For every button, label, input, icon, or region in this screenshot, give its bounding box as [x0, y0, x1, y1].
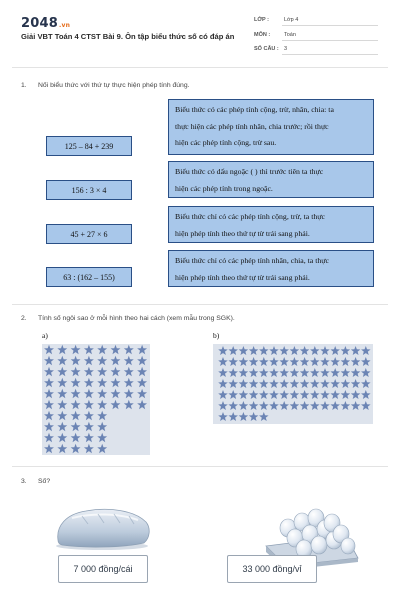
meta-subject-label: MÔN : — [254, 32, 271, 38]
star-grid-b — [213, 344, 373, 424]
star-icon — [249, 357, 259, 366]
star-icon — [218, 401, 228, 410]
star-icon — [320, 401, 330, 410]
star-icon — [71, 433, 81, 442]
star-icon — [279, 390, 289, 399]
star-icon — [239, 368, 249, 377]
star-icon — [97, 444, 107, 453]
star-icon — [361, 346, 371, 355]
star-grid-a — [42, 344, 150, 455]
star-icon — [279, 346, 289, 355]
star-icon — [57, 367, 67, 376]
star-icon — [84, 422, 94, 431]
rule-line: Biểu thức có dấu ngoặc ( ) thì trước tiên ta thực — [175, 167, 324, 176]
star-icon — [71, 356, 81, 365]
star-icon — [44, 356, 54, 365]
star-icon — [228, 357, 238, 366]
expression-box-1[interactable]: 125 – 84 + 239 — [46, 136, 132, 156]
meta-subject-value: Toán — [284, 32, 296, 38]
section-divider — [12, 466, 388, 467]
star-icon — [218, 357, 228, 366]
star-icon — [269, 368, 279, 377]
star-icon — [84, 400, 94, 409]
star-icon — [361, 368, 371, 377]
expression-box-4[interactable]: 63 : (162 – 155) — [46, 267, 132, 287]
star-icon — [310, 401, 320, 410]
star-icon — [111, 378, 121, 387]
star-icon — [239, 401, 249, 410]
star-icon — [300, 368, 310, 377]
star-icon — [44, 400, 54, 409]
rule-line: Biểu thức có các phép tính cộng, trừ, nhân, chia: ta — [175, 105, 334, 114]
star-icon — [228, 390, 238, 399]
site-logo[interactable] — [21, 16, 70, 31]
star-icon — [44, 345, 54, 354]
star-icon — [218, 412, 228, 421]
star-icon — [259, 346, 269, 355]
star-icon — [269, 401, 279, 410]
star-icon — [124, 378, 134, 387]
star-icon — [279, 379, 289, 388]
star-icon — [57, 422, 67, 431]
star-icon — [330, 346, 340, 355]
star-icon — [228, 346, 238, 355]
question-2-number: 2. — [21, 315, 27, 322]
star-icon — [124, 389, 134, 398]
question-3-number: 3. — [21, 478, 27, 485]
meta-count-label: SỐ CÂU : — [254, 46, 279, 52]
star-icon — [269, 346, 279, 355]
star-icon — [71, 378, 81, 387]
star-icon — [57, 444, 67, 453]
meta-grade-label: LỚP : — [254, 17, 269, 23]
star-icon — [57, 400, 67, 409]
star-icon — [97, 367, 107, 376]
star-icon — [44, 422, 54, 431]
star-icon — [320, 346, 330, 355]
star-icon — [228, 379, 238, 388]
star-icon — [71, 367, 81, 376]
star-icon — [124, 400, 134, 409]
star-icon — [124, 356, 134, 365]
expression-box-3[interactable]: 45 + 27 × 6 — [46, 224, 132, 244]
star-icon — [111, 400, 121, 409]
rule-line: hiện các phép tính cộng, trừ sau. — [175, 138, 277, 147]
star-icon — [330, 390, 340, 399]
rule-line: hiện các phép tính trong ngoặc. — [175, 183, 273, 193]
star-icon — [320, 390, 330, 399]
star-icon — [249, 346, 259, 355]
star-icon — [279, 357, 289, 366]
star-icon — [124, 345, 134, 354]
star-icon — [310, 379, 320, 388]
price-eggs: 33 000 đồng/vỉ — [227, 555, 317, 583]
star-icon — [300, 401, 310, 410]
star-icon — [320, 379, 330, 388]
star-icon — [320, 368, 330, 377]
part-b-label: b) — [213, 331, 220, 340]
star-icon — [137, 389, 147, 398]
rule-box-4[interactable] — [168, 250, 374, 287]
star-icon — [269, 357, 279, 366]
rule-line: hiện phép tính theo thứ tự từ trái sang phải. — [175, 228, 310, 238]
star-icon — [269, 379, 279, 388]
expression-box-2[interactable]: 156 : 3 × 4 — [46, 180, 132, 200]
star-icon — [97, 378, 107, 387]
star-icon — [259, 390, 269, 399]
star-icon — [84, 367, 94, 376]
star-icon — [259, 401, 269, 410]
star-icon — [218, 346, 228, 355]
page-title: Giải VBT Toán 4 CTST Bài 9. Ôn tập biểu thức số có đáp án — [21, 32, 235, 41]
star-icon — [97, 389, 107, 398]
star-icon — [341, 379, 351, 388]
star-icon — [57, 389, 67, 398]
star-icon — [290, 357, 300, 366]
star-icon — [137, 378, 147, 387]
star-icon — [97, 356, 107, 365]
star-icon — [84, 433, 94, 442]
star-icon — [84, 411, 94, 420]
star-icon — [57, 356, 67, 365]
star-icon — [228, 401, 238, 410]
rule-line: hiện phép tính theo thứ tự từ trái sang phải. — [175, 272, 310, 282]
star-icon — [239, 346, 249, 355]
star-icon — [259, 412, 269, 421]
star-icon — [97, 422, 107, 431]
star-icon — [351, 368, 361, 377]
star-icon — [239, 412, 249, 421]
question-1-number: 1. — [21, 82, 27, 89]
star-icon — [310, 357, 320, 366]
star-icon — [111, 367, 121, 376]
star-icon — [259, 368, 269, 377]
star-icon — [290, 379, 300, 388]
star-icon — [341, 346, 351, 355]
star-icon — [310, 390, 320, 399]
star-icon — [310, 368, 320, 377]
rule-line: Biểu thức chỉ có các phép tính nhân, chia, ta thực — [175, 256, 329, 265]
star-icon — [361, 390, 371, 399]
star-icon — [239, 379, 249, 388]
star-icon — [310, 346, 320, 355]
star-icon — [97, 433, 107, 442]
logo-suffix: .vn — [58, 22, 71, 29]
star-icon — [259, 379, 269, 388]
star-icon — [218, 390, 228, 399]
meta-divider — [282, 25, 378, 26]
star-icon — [300, 390, 310, 399]
star-icon — [341, 401, 351, 410]
star-icon — [137, 356, 147, 365]
star-icon — [249, 368, 259, 377]
star-icon — [84, 378, 94, 387]
star-icon — [228, 412, 238, 421]
star-icon — [137, 367, 147, 376]
star-icon — [249, 401, 259, 410]
rule-box-3[interactable] — [168, 206, 374, 243]
star-icon — [249, 412, 259, 421]
star-icon — [111, 345, 121, 354]
star-icon — [351, 357, 361, 366]
star-icon — [300, 346, 310, 355]
star-icon — [57, 345, 67, 354]
meta-divider — [282, 54, 378, 55]
bread-loaf-image — [52, 504, 152, 550]
star-icon — [71, 444, 81, 453]
star-icon — [279, 368, 289, 377]
star-icon — [111, 389, 121, 398]
star-icon — [320, 357, 330, 366]
meta-divider — [282, 40, 378, 41]
star-icon — [351, 401, 361, 410]
rule-line: thực hiện các phép tính nhân, chia trước; rồi thực — [175, 121, 329, 131]
star-icon — [137, 400, 147, 409]
star-icon — [330, 357, 340, 366]
star-figure-a — [42, 344, 150, 455]
star-icon — [97, 345, 107, 354]
star-icon — [351, 346, 361, 355]
question-2-text: Tính số ngôi sao ở mỗi hình theo hai cách (xem mẫu trong SGK). — [38, 315, 235, 322]
rule-line: Biểu thức chỉ có các phép tính cộng, trừ, ta thực — [175, 212, 325, 221]
logo-text: 2048 — [21, 16, 58, 31]
star-icon — [290, 368, 300, 377]
star-icon — [341, 390, 351, 399]
star-icon — [218, 368, 228, 377]
star-icon — [57, 378, 67, 387]
star-icon — [239, 390, 249, 399]
star-icon — [279, 401, 289, 410]
star-icon — [330, 401, 340, 410]
star-icon — [351, 379, 361, 388]
star-icon — [290, 401, 300, 410]
star-icon — [71, 389, 81, 398]
star-icon — [97, 400, 107, 409]
star-icon — [71, 400, 81, 409]
star-icon — [249, 390, 259, 399]
star-icon — [44, 433, 54, 442]
star-figure-b — [213, 344, 373, 424]
star-icon — [57, 411, 67, 420]
star-icon — [218, 379, 228, 388]
star-icon — [228, 368, 238, 377]
star-icon — [57, 433, 67, 442]
header-divider — [12, 67, 388, 68]
star-icon — [351, 390, 361, 399]
part-a-label: a) — [42, 331, 48, 340]
section-divider — [12, 304, 388, 305]
star-icon — [84, 345, 94, 354]
star-icon — [239, 357, 249, 366]
star-icon — [330, 379, 340, 388]
star-icon — [361, 379, 371, 388]
star-icon — [249, 379, 259, 388]
star-icon — [124, 367, 134, 376]
question-3-text: Số? — [38, 478, 51, 485]
meta-count-value: 3 — [284, 46, 288, 52]
star-icon — [341, 368, 351, 377]
meta-grade-value: Lớp 4 — [284, 17, 299, 23]
rule-box-1[interactable] — [168, 99, 374, 155]
question-1-text: Nối biểu thức với thứ tự thực hiện phép tính đúng. — [38, 82, 190, 89]
star-icon — [44, 444, 54, 453]
rule-box-2[interactable] — [168, 161, 374, 198]
star-icon — [300, 379, 310, 388]
price-bread: 7 000 đồng/cái — [58, 555, 148, 583]
star-icon — [84, 389, 94, 398]
star-icon — [290, 346, 300, 355]
star-icon — [361, 357, 371, 366]
star-icon — [71, 345, 81, 354]
star-icon — [330, 368, 340, 377]
star-icon — [44, 389, 54, 398]
star-icon — [300, 357, 310, 366]
star-icon — [259, 357, 269, 366]
star-icon — [361, 401, 371, 410]
star-icon — [111, 356, 121, 365]
star-icon — [97, 411, 107, 420]
star-icon — [341, 357, 351, 366]
star-icon — [71, 422, 81, 431]
star-icon — [84, 444, 94, 453]
star-icon — [290, 390, 300, 399]
star-icon — [137, 345, 147, 354]
star-icon — [44, 378, 54, 387]
star-icon — [84, 356, 94, 365]
star-icon — [44, 367, 54, 376]
star-icon — [44, 411, 54, 420]
star-icon — [71, 411, 81, 420]
star-icon — [269, 390, 279, 399]
